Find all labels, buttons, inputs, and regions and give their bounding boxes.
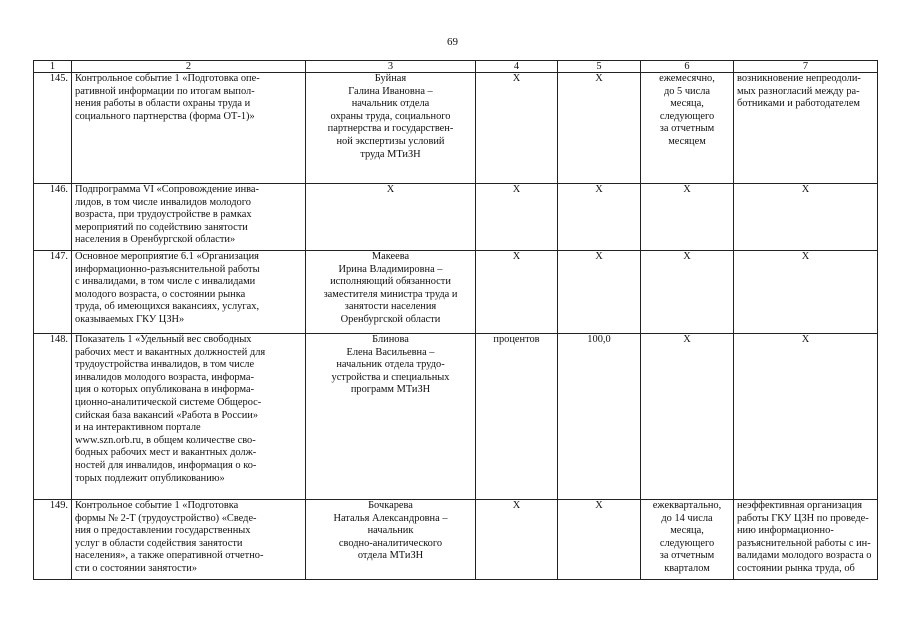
responsible-cell [306,251,476,334]
table-body [34,73,878,580]
event-name-line: Показатель 1 «Удельный вес свободных [75,334,252,345]
event-name-line: услуг в области содействия занятости [75,537,243,549]
responsible-cell [306,73,476,184]
column-header-3: 3 [306,61,476,73]
deadline-cell [641,184,734,251]
deadline-line: Х [683,334,691,345]
deadline-line: до 14 числа [661,512,713,524]
event-name-line: с инвалидами, в том числе с инвалидами [75,276,256,288]
value-cell: Х [558,500,641,580]
risk-cell [734,73,878,184]
responsible-line: Наталья Александровна – [333,512,448,524]
event-name-line: лидов, в том числе инвалидов молодого [75,196,251,208]
event-name-line: ностей для инвалидов, информация о ко- [75,459,257,471]
event-name-line: ция о которых опубликована в информа- [75,384,255,396]
event-name-line: сти о состоянии занятости» [75,562,198,574]
responsible-line: Елена Васильевна – [346,346,435,358]
unit-cell: Х [476,500,558,580]
deadline-line: месяцем [668,135,706,147]
responsible-line: Бочкарева [368,500,413,511]
value-cell: Х [558,251,641,334]
responsible-cell [306,184,476,251]
event-name-line: трудоустройства инвалидов, в том числе [75,359,255,371]
plan-table [33,60,878,580]
event-name-line: бодных рабочих мест и вакантных долж- [75,447,257,459]
responsible-line: заместителя министра труда и [323,288,458,300]
risk-line: ботниками и работодателем [737,98,861,110]
deadline-line: следующего [659,110,715,122]
event-name-line: инвалидов молодого возраста, информа- [75,371,255,383]
column-number-row [34,61,878,73]
risk-line: Х [801,184,810,195]
deadline-line: за отчетным [659,123,715,135]
value-cell: Х [558,184,641,251]
table-row [34,251,878,334]
column-header-5: 5 [558,61,641,73]
row-number-cell: 149. [34,500,72,580]
event-name-line: оказываемых ГКУ ЦЗН» [75,313,185,325]
risk-line: нию информационно- [737,525,834,537]
event-name-line: населения в Оренбургской области» [75,234,236,246]
risk-line: работы ГКУ ЦЗН по проведе- [737,512,869,524]
unit-cell: Х [476,73,558,184]
column-header-2: 2 [72,61,306,73]
event-name-line: возраста, при трудоустройстве в рамках [75,209,252,221]
responsible-line: Ирина Владимировна – [338,263,443,275]
responsible-line: Макеева [371,251,410,262]
risk-line: Х [801,334,810,345]
responsible-line: начальник отдела трудо- [336,359,445,371]
responsible-line: начальник отдела [351,98,430,110]
event-name-line: сийская база вакансий «Работа в России» [75,409,259,421]
responsible-line: Х [386,184,395,195]
event-name-cell [72,334,306,500]
value-cell: 100,0 [558,334,641,500]
risk-line: разъяснительной работы с ин- [737,537,871,549]
event-name-line: социального партнерства (форма ОТ-1)» [75,110,255,122]
responsible-line: Буйная [374,73,407,84]
event-name-line: www.szn.orb.ru, в общем количестве сво- [75,434,256,446]
responsible-line: программ МТиЗН [350,384,431,396]
deadline-line: кварталом [664,562,710,574]
column-header-6: 6 [641,61,734,73]
column-header-4: 4 [476,61,558,73]
event-name-line: информационно-разъяснительной работы [75,263,260,275]
event-name-line: Подпрограмма VI «Сопровождение инва- [75,184,259,195]
deadline-line: месяца, [670,98,704,110]
responsible-line: ной экспертизы условий [336,135,445,147]
responsible-cell [306,334,476,500]
event-name-line: Контрольное событие 1 «Подготовка [75,500,239,511]
responsible-line: начальник [367,525,414,537]
deadline-cell [641,251,734,334]
risk-line: мых разногласий между ра- [737,85,860,97]
unit-cell: Х [476,184,558,251]
table-row [34,184,878,251]
risk-line: состоянии рынка труда, об [737,562,855,574]
risk-cell [734,334,878,500]
table-row [34,73,878,184]
risk-line: валидами молодого возраста о [737,550,872,562]
responsible-line: сводно-аналитического [338,537,443,549]
risk-line: возникновение непреодоли- [737,73,861,84]
event-name-cell [72,184,306,251]
event-name-line: Контрольное событие 1 «Подготовка опе- [75,73,260,84]
deadline-line: за отчетным [659,550,715,562]
event-name-line: и на интерактивном портале [75,422,201,434]
event-name-line: труда, об имеющихся вакансиях, услугах, [75,301,260,313]
event-name-line: мероприятий по содействию занятости [75,221,248,233]
deadline-line: месяца, [670,525,704,537]
event-name-line: нения работы в области охраны труда и [75,98,251,110]
event-name-cell [72,73,306,184]
responsible-line: устройства и специальных [331,371,450,383]
event-name-cell [72,251,306,334]
column-header-7: 7 [734,61,878,73]
event-name-line: населения», а также оперативной отчетно- [75,550,264,562]
risk-cell [734,500,878,580]
event-name-line: рабочих мест и вакантных должностей для [75,346,266,358]
row-number-cell: 145. [34,73,72,184]
responsible-line: исполняющий обязанности [330,276,451,288]
deadline-line: ежеквартально, [652,500,722,511]
event-name-line: торых подлежит опубликованию» [75,472,225,484]
deadline-line: до 5 числа [663,85,711,97]
unit-cell: Х [476,251,558,334]
event-name-line: ративной информации по итогам выпол- [75,85,255,97]
risk-cell [734,251,878,334]
event-name-cell [72,500,306,580]
risk-line: неэффективная организация [737,500,863,511]
responsible-line: занятости населения [344,301,437,313]
risk-cell [734,184,878,251]
deadline-line: следующего [659,537,715,549]
event-name-line: формы № 2-Т (трудоустройство) «Сведе- [75,512,257,524]
responsible-line: Галина Ивановна – [348,85,433,97]
row-number-cell: 147. [34,251,72,334]
responsible-line: отдела МТиЗН [357,550,424,562]
row-number-cell: 146. [34,184,72,251]
event-name-line: ния о предоставлении государственных [75,525,251,537]
page-number: 69 [447,36,458,48]
responsible-line: труда МТиЗН [360,148,421,160]
event-name-line: ционно-аналитической системе Общерос- [75,396,262,408]
responsible-cell [306,500,476,580]
table-row [34,500,878,580]
deadline-cell [641,334,734,500]
deadline-line: ежемесячно, [659,73,715,84]
responsible-line: Оренбургской области [340,313,441,325]
responsible-line: Блинова [372,334,409,345]
risk-line: Х [801,251,810,262]
value-cell: Х [558,73,641,184]
row-number-cell: 148. [34,334,72,500]
event-name-line: молодого возраста, о состоянии рынка [75,288,246,300]
deadline-line: Х [683,251,691,262]
deadline-cell [641,73,734,184]
deadline-cell [641,500,734,580]
column-header-1: 1 [34,61,72,73]
table-row [34,334,878,500]
unit-cell: процентов [476,334,558,500]
responsible-line: охраны труда, социального [330,110,451,122]
event-name-line: Основное мероприятие 6.1 «Организация [75,251,259,262]
responsible-line: партнерства и государствен- [327,123,454,135]
deadline-line: Х [683,184,691,195]
